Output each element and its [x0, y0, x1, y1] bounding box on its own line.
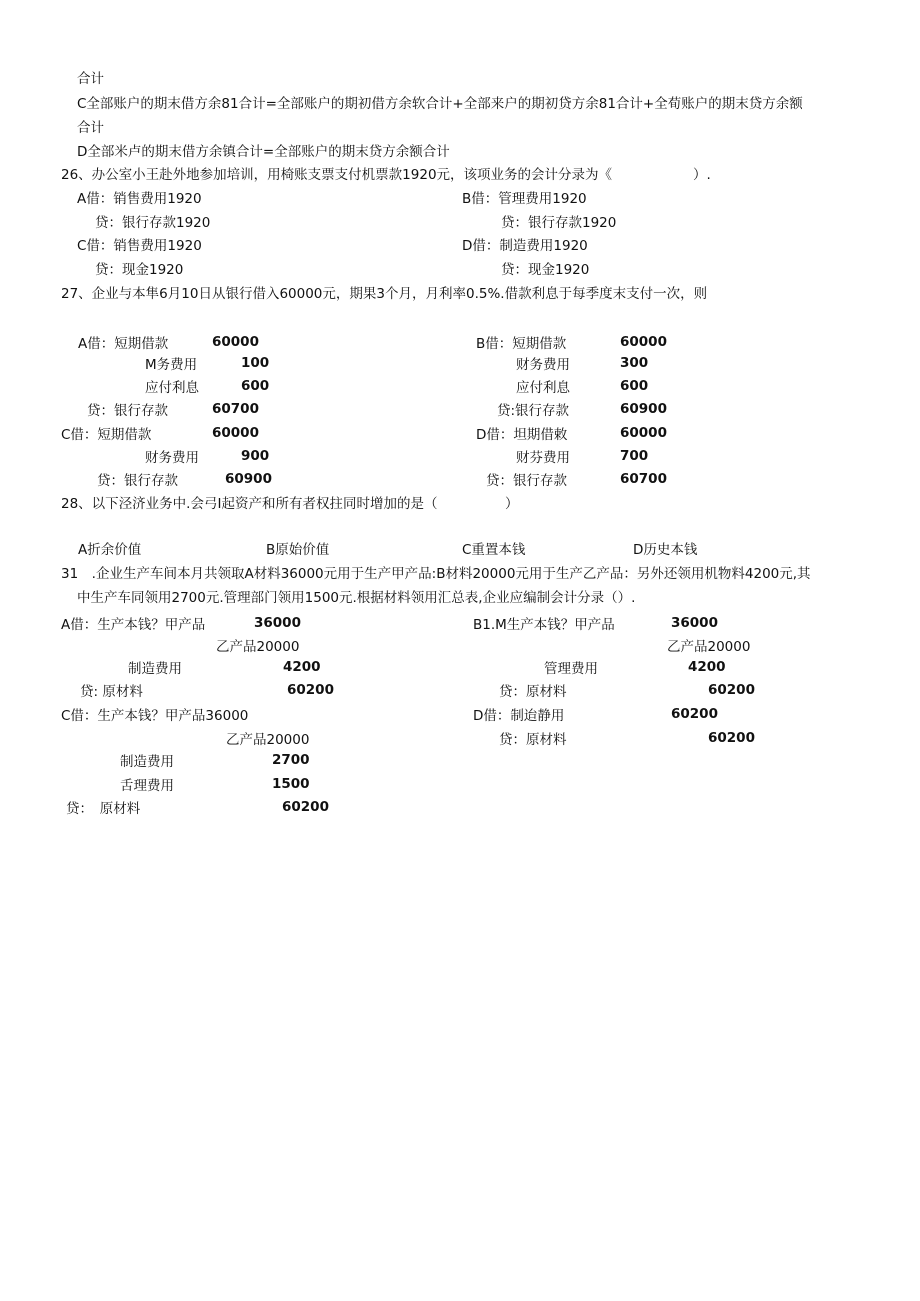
q27-option-b-line3: 应付利息	[516, 380, 570, 396]
question-31-line2: 中生产车同领用2700元.管理部门领用1500元.根据材料领用汇总表,企业应编制会计分录（）.	[77, 590, 636, 606]
question-27: 27、企业与本隼6月10日从银行借入60000元，期果3个月，月利率0.5%.借款利息于每季度末支付一次，则	[61, 286, 708, 302]
q28-option-a: A折余价值	[78, 542, 142, 558]
option-c-text: C全部账户的期末借方余81合计=全部账户的期初借方余软合计+全部来户的期初贷方余81合计+全荀账户的期末贷方余额	[77, 96, 803, 112]
q31-option-a-line1: A借：生产本钱？甲产品	[61, 617, 206, 633]
q27-option-b-line2: 财务费用	[516, 357, 570, 373]
q27-option-c-line3-amount: 60900	[225, 471, 272, 487]
q27-option-a-line2-amount: 100	[241, 355, 270, 371]
q31-option-b-line4: 贷：原材料	[499, 684, 567, 700]
q27-option-d-line1-amount: 60000	[620, 425, 667, 441]
q31-option-c-line3: 制造费用	[120, 754, 174, 770]
q27-option-a-line1: A借：短期借款	[78, 336, 169, 352]
q27-option-b-line4: 贷:银行存款	[497, 403, 570, 419]
option-c-continuation: 合计	[77, 120, 104, 136]
q27-option-a-line4-amount: 60700	[212, 401, 259, 417]
question-28: 28、以下泾济业务中.会弓I起资产和所有者权拄同时增加的是（ ）	[61, 496, 519, 512]
q27-option-c-line2-amount: 900	[241, 448, 270, 464]
q26-option-d-credit: 贷：现金1920	[501, 262, 590, 278]
q31-option-a-line1-amount: 36000	[254, 615, 301, 631]
q26-option-c-debit: C借：销售费用1920	[77, 238, 202, 254]
question-31-line1: 31 .企业生产车间本月共领取A材料36000元用于生产甲产品:B材料20000元用于生产乙产品：另外还领用机物料4200元,其	[61, 566, 811, 582]
q31-option-c-line5-amount: 60200	[282, 799, 329, 815]
q27-option-d-line2: 财芬费用	[516, 450, 570, 466]
q31-option-d-line2: 贷：原材料	[499, 732, 567, 748]
q26-option-b-debit: B借：管理费用1920	[462, 191, 587, 207]
q27-option-b-line4-amount: 60900	[620, 401, 667, 417]
q26-option-c-credit: 贷：现金1920	[95, 262, 184, 278]
q27-option-d-line3-amount: 60700	[620, 471, 667, 487]
q31-option-a-line4: 贷: 原材料	[80, 684, 143, 700]
q31-option-b-line3-amount: 4200	[688, 659, 726, 675]
q31-option-b-line3: 管理费用	[544, 661, 598, 677]
q27-option-a-line4: 贷：银行存款	[87, 403, 168, 419]
q27-option-b-line1: B借：短期借款	[476, 336, 567, 352]
q31-option-a-line3: 制造费用	[128, 661, 182, 677]
option-b-continuation: 合计	[77, 71, 104, 87]
q26-option-a-credit: 贷：银行存款1920	[95, 215, 211, 231]
q31-option-d-line2-amount: 60200	[708, 730, 755, 746]
q31-option-c-line4: 舌理费用	[120, 778, 174, 794]
q26-option-d-debit: D借：制造费用1920	[462, 238, 588, 254]
q31-option-d-line1-amount: 60200	[671, 706, 718, 722]
q31-option-c-line1: C借：生产本钱？甲产品36000	[61, 708, 249, 724]
q27-option-b-line3-amount: 600	[620, 378, 649, 394]
q27-option-d-line1: D借：坦期借敕	[476, 427, 568, 443]
option-d-text: D全部米卢的期末借方余镇合计=全部账户的期末贷方余额合计	[77, 144, 450, 160]
q31-option-a-line4-amount: 60200	[287, 682, 334, 698]
q27-option-d-line2-amount: 700	[620, 448, 649, 464]
q27-option-c-line1: C借：短期借款	[61, 427, 152, 443]
q31-option-b-line2: 乙产品20000	[667, 639, 751, 655]
q27-option-c-line3: 贷：银行存款	[97, 473, 178, 489]
q28-option-d: D历史本钱	[633, 542, 698, 558]
q27-option-a-line3: 应付利息	[145, 380, 199, 396]
q31-option-c-line4-amount: 1500	[272, 776, 310, 792]
q27-option-b-line2-amount: 300	[620, 355, 649, 371]
q31-option-b-line4-amount: 60200	[708, 682, 755, 698]
q27-option-b-line1-amount: 60000	[620, 334, 667, 350]
q27-option-d-line3: 贷：银行存款	[486, 473, 567, 489]
q31-option-b-line1-amount: 36000	[671, 615, 718, 631]
q31-option-b-line1: B1.M生产本钱？甲产品	[473, 617, 615, 633]
q31-option-c-line3-amount: 2700	[272, 752, 310, 768]
q31-option-a-line3-amount: 4200	[283, 659, 321, 675]
q27-option-c-line2: 财务费用	[145, 450, 199, 466]
question-26: 26、办公室小王赴外地参加培训，用椅账支票支付机票款1920元，该项业务的会计分录为《 ）.	[61, 167, 711, 183]
q31-option-d-line1: D借：制迨静用	[473, 708, 565, 724]
q26-option-a-debit: A借：销售费用1920	[77, 191, 202, 207]
q28-option-c: C重置本钱	[462, 542, 526, 558]
q31-option-c-line2: 乙产品20000	[226, 732, 310, 748]
q28-option-b: B原始价值	[266, 542, 330, 558]
q27-option-a-line1-amount: 60000	[212, 334, 259, 350]
q26-option-b-credit: 贷：银行存款1920	[501, 215, 617, 231]
q27-option-a-line3-amount: 600	[241, 378, 270, 394]
q31-option-a-line2: 乙产品20000	[216, 639, 300, 655]
q27-option-c-line1-amount: 60000	[212, 425, 259, 441]
q27-option-a-line2: M务费用	[145, 357, 198, 373]
q31-option-c-line5: 贷： 原材料	[66, 801, 141, 817]
